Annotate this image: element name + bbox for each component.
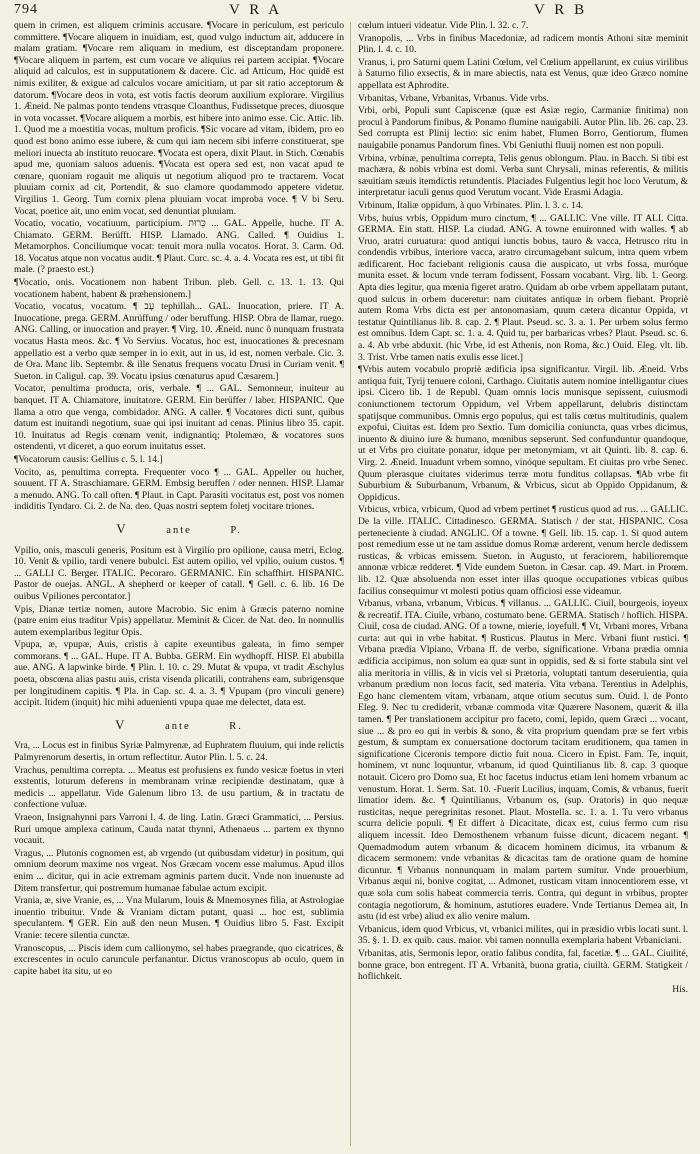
section-heading-v-ante-p: V ante P. [116, 520, 242, 536]
running-header [14, 2, 686, 22]
dictionary-entry: Vrania, æ, sive Vranie, es, ... Vna Mularum, Iouis & Mnemosynes filia, at Astrologiae inuentio tribuitur. Vnde & Vraniam dictam putant, quasi ... hoc est, sublimia speculantem. ¶ GER. Ein auß den neun Musen. ¶ Ouidius libro 5. Fast. Excipit Vranie: tecere silentia cunctæ. [14, 895, 344, 941]
dictionary-entry: Vrbanitas, atis, Sermonis lepor, oratio falibus condita, fal, facetiæ. ¶ ... GAL. Ciuilité, bonne grace, bon entregent. IT A. Vrbanità, buona gratia, ciuiltà. GERM. Statigkeit / hoflichkeit. [358, 947, 688, 983]
left-entries-top [14, 20, 344, 513]
dictionary-entry: Vraeon, Insignahynni pars Varroni l. 4. de ling. Latin. Græci Grammatici, ... Persius. Ruri umque amplexa catinum, Cauda natat thynni, Athenaeus ... partem ex thynno vocauit. [14, 812, 344, 847]
section-heading-v-ante-r: V ante R. [115, 716, 243, 732]
dictionary-entry: Vrbanitas, Vrbane, Vrbanitas, Vrbanus. Vide vrbs. [358, 92, 549, 104]
right-running-head: V R B [534, 2, 588, 18]
dictionary-entry: Vocator, penultima producta, oris, verbale. ¶ ... GAL. Semonneur, inuiteur au banquet. IT A. Chiamatore, inuitatore. GERM. Ein berüffer / laber. HISPANIC. Que llama a otro que venga, combidador. ANG. A caller. ¶ Vocatores dicti sunt, quibus datum est inuitandi negotium, suae qui ipsi inuitant ad cenas. Plinius libro 35. capit. 10. Inuitatus ad Regis cœnam venit, indignantiq; Ptolemæo, & vocatores suos ostendenti, vt diceret, a quo eorum inuitatus esset. [14, 383, 344, 453]
dictionary-entry: Vpilio, onis, masculi generis, Positum est à Virgilio pro opilione, causa metri, Eclog. 10. Venit & vpilio, tardi venere bubulci. Est autem opilio, vel vpilio, ouium custos. ¶ ... GALLI C. Berger. ITALIC. Pecoraro. GERMANIC. Ein schaffhirt. HISPANIC. Pastor de ouejas. ANGL. A shepherd or keeper of catall. ¶ Gell. c. 6. lib. 16 De ouibus Vpiliones percontator.] [14, 544, 344, 602]
dictionary-entry: Vrbi, orbi, Populi sunt Capiscenæ (quæ est Asiæ regio, Carmaniæ finitima) non procul à Pandorum finibus, & Ponamo flumine nauigabili. Autor Plin. lib. 26. cap. 23. Sed corrupta est Plinij lectio: sic enim habet, Flumen Borro, Gentiorum, flumen nauigabile ponamus Pandorum fines. Vbi Geniuthi fluuij nomen est non populi. [358, 105, 688, 151]
dictionary-entry: Vocito, as, penultima correpta. Frequenter voco ¶ ... GAL. Appeller ou hucher, souuent. IT A. Straschiamare. GERM. Embsig beruffen / oder nennen. HISP. Llamar a menudo. ANG. To call often. ¶ Plaut. in Capt. Parasiti vocitatus est, post vos nomen indiditis Tyndaro. Ci. 2. de Na. deo. Quas nostri septem foletj vocitare triones. [14, 466, 344, 513]
dictionary-entry: Vrbanus, vrbana, vrbanum, Vrbicus. ¶ villanus. ... GALLIC. Ciuil, bourgeois, ioyeux & recreatif. ITA. Ciuile, vrbano, costumato bene. GERMA. Statisch / hoflich. HISPA. Ciuil, cosa de ciudad. ANG. Of a towne, mierie, ioyefull. ¶ Vt, Vrbani mores, Vrbana curta: aut qui in vrbe habitat. ¶ Rusticus. Plautus in Merc. Vrbani fiunt rustici. ¶ Vrbana prædia Vlpiano, Vrbana ff. de verbo, significatione. Vrbana prædia omnia ædificia accipimus, non solum ea quæ sunt in oppidis, sed & si forte stabula sint vel alia meritoria in villis, & in vicis vel si Prætoria, voluptati tantum deseruientia, quia vrbanum prædium non locus facit, sed materia. Vita vrbana. Terentius in Adelphis, Ego hanc clementem vitam, vrbanam, atque otium secutus sum. Ouid. l. de Ponto Eleg. 9. Nec tu crediderit, vrbanæ commoda vitæ Quærere Nasonem, quærit & illa tamen. ¶ Per translationem accipitur pro faceto, comi, lepido, quem Græci ... vocant, siue ... & pro eo qui in verbis & sono, & vita proprium quendam præ se fert vrbis gestum, & sumptam ex conuersatione doctorum tacitam eruditionem, qua tamen in significatione Ciceronis tempore dictio fuit noua. Cicero in Epist. Fam. Te, inquit, hominem, vt nunc loquuntur, vrbanum, id quod Quintilianus lib. 8. cap. 3 quoque notauit. Cicero pro Domo sua, Et hoc facetus inductus etiam leni homem vrbanum ac venustum. Horat. 1. Serm. Sat. 10. -Fuerit Lucilius, inquam, Comis, & vrbanus, fuerit limatior idem. &c. ¶ Quintilianus, Vrbanum os, (sup. Oratoris) in quo nequæ rusticitas, neque peregrinitas resonet. Plaut. Mostella. sc. 1. a. 1. Tu vero vrbanus scurra delicie populi. ¶ Et differt à Dicacitate, dicax est, cuius fermo cum risu aliquem incessit. Ideo Demosthenem vrbanum fuisse dicunt, dicacem negant. ¶ Quemadmodum autem vrbanum & dicacem hominem dicimus, ita vrbanum & dicacem sermonem: vnde vrbanitas & dicacitas tam de oratione quam de homine dicuntur. ¶ Vrbanus nonnunquam in malam partem sumitur. Vnde prouerbium, Vrbanus æqui ni, bonive cogitat, ... Admonet, rusticam vitam innocentiorem esse, vt quæ sola cum solis habeat commercia terris. Contra, qui degunt in vrbibus, propter contagia negotiorum, & hominum, astutiores euadere. Vnde Tertianus Demea ait, In astu (id est vrbe) aliud ex alio venire malum. [358, 598, 688, 923]
dictionary-entry: Vrbs, huius vrbis, Oppidum muro cinctum, ¶ ... GALLIC. Vne ville. IT ALI. Citta. GERMA. Ein statt. HISP. La ciudad. ANG. A towne enuironned with walles. ¶ ab Vruo, aratri curuatura: quod antiqui iunctis bobus, tauro & vacca, Hetrusco ritu in condendis vrbibus, interiore vacca, aratro circumagebant sulcum, intra quem vrbem ædificarent. Hoc faciebant religionis causa die auspicato, ut vrbs fossa, muróque munita esset. & locum vnde terram fodissent, Fossam vocabant. Virg. lib. 1. Georg. Apta dies legitur, qua mœnia figeret aratro. Quidam ab orbe vrbem appellatam putant, quod sulcus in orbem duceretur: nam ciuitates antiquæ in orbem fiebant. Propriè autem Roma Vrbs dicta est per antonomasiam, quum cætera dicantur Oppida, vt testatur Quintilianus lib. 8. cap. 2. ¶ Plaut. Pseud. sc. 3. a. 1. Per urbem solus fermo est omnibus. Idem Capt. sc. 1. a. 4. Quid tu, per barbaricas vrbes? Plaut. Pseud. sc. 6. a. 4. Ab vrbe abduxit. (hic Vrbe, id est Athenis, non Roma, &c.) Ouid. Eleg. vlt. lib. 3. Trist. Vrbe tamen natis exulis esse licet.] [358, 212, 688, 363]
left-entries-middle [14, 545, 344, 709]
dictionary-entry: ¶Vrbis autem vocabulo propriè ædificia ipsa significantur. Virgil. lib. Æneid. Vrbs antiqua fuit, Tyrij tenuere coloni, Carthago. Ciuitatis autem nomine intelligantur ciues ipsi. Cicero lib. 1 de Republ. Quam omnis locis munisque sepissent, cuiusmodi coniunctionem tectorum Oppidum, vel Vrbem appellarunt, delubris distinctam spatijsque communibus. Omnis ergo populus, qui est talis cœtus multitudinis, qualem expofui, Ciuitas est. Idem pro Sextio. Tum domicilia coniuncta, quas vrbes dicimus, inuento & diuino iure & humano, mœnibus sepserunt. Sed confunduntur quandoque, ut et Vrbs pro ciuitate ponatur, idque per metonymiam, vt ait Quinti. lib. 8. cap. 6. Virg. 2. Æneid. Inuadunt vrbem somno, vinóque sepultam. Et ciuitas pro vrbe Senec. Quum plerasque ciuitates viderimus terræ motu funditus collapsas. ¶Ab vrbe fit Suburbium & Suburbanum, Vrbanum, & Vrbicus, sicut ab Oppido Oppidanum, & Oppidicus. [358, 364, 688, 503]
dictionary-entry: Vocatio, vocatus, vocatum. ¶ עֶב tephillah... GAL. Inuocation, priere. IT A. Inuocatione, prega. GERM. Anrüffung / oder beruffung. HISP. Obra de llamar, ruego. ANG. Calling, or inuocation and prayer. ¶ Virg. 10. Æneid. nunc ô nunquam frustrata vocatus Hasta meos. &c. ¶ Vo Servius. Vocatus, hoc est, inuocationes & precesnam appellatio est a verbo quæ semper in io exit, aut in us, id est, nomen verbale. Cic. 3. de Ora. Manc lib. Septembr. & ille Senatus frequens vocatu Drusi in Curiam venit. ¶ Sueton. in Caligul. cap. 39. Vocatu ipsius cœnaturus apud Cæsarem.] [14, 301, 344, 382]
left-column [14, 20, 344, 1148]
dictionary-entry: Vrbina, vrbinæ, penultima correpta, Telis genus oblongum. Plau. in Bacch. Si tibi est machæra, & nobis vrbina est domi. Verba sunt Chrysali, minas referentis, & militis sæuitiam sæuis itemdictis retundentis. Placiades Fulgentius legit hoc loco Verutum, & interpretatur iaculi genus quod Verutum vocant. Vide Erasmi Adagia. [358, 152, 688, 199]
catchword: His. [672, 983, 688, 995]
dictionary-entry: ¶Vocatio, onis. Vocationem non habent Tribun. pleb. Gell. c. 13. 1. 13. Qui vocationem habent, habent & præhensionem.] [14, 277, 344, 300]
dictionary-entry: Vrbinum, Italiæ oppidum, à quo Vrbinates. Plin. l. 3. c. 14. [358, 199, 584, 211]
left-entries-bottom [14, 740, 344, 977]
dictionary-entry: Vranoscopus, ... Piscis idem cum callionymo, sel habes praegrande, quo cicatrices, & excrescentes in oculo caruncule perfanantur. Dictus vranoscopus ab oculo, quem in capite habet ita situ, ut eo [14, 942, 344, 977]
dictionary-entry: Vrbanicus, idem quod Vrbicus, vt, vrbanici milites, qui in præsidio vrbis locati sunt. l. 35. §. 1. D. ex quib. caus. maior. vbi tamen nonnulla exemplaria habent Vrbaniciani. [358, 923, 688, 947]
dictionary-entry: Vragus, ... Plutonis cognomen est, ab vrgendo (ut quibusdam videtur) in positum, qui omnium deorum maxime nos vrgeat. Nos Græcam vocem esse malumus. Apud illos enim ... dicitur, qui in acie extremam agminis partem ducit. Vnde non inuenuste ad Ditem transfertur, qui postremum humanae fabulae actum excipit. [14, 847, 344, 894]
dictionary-entry: Vpis, Dianæ tertiæ nomen, autore Macrobio. Sic enim à Græcis paterno nomine (patre enim eius traditur Vpis) appellatur. Meminit & Cicer. de Nat. deo. In nonnullis autem exemplaribus legitur Opis. [14, 603, 344, 638]
dictionary-entry: Vra, ... Locus est in finibus Syriæ Palmyrenæ, ad Euphratem fluuium, qui inde relictis Palmyrenorum desertis, in ortum reflectitur. Autor Plin. l. 5. c. 24. [14, 740, 344, 764]
dictionary-entry: Vranopolis, ... Vrbs in finibus Macedoniæ, ad radicem montis Athoni sitæ meminit Plin. l. 4. c. 10. [358, 32, 688, 56]
page-number: 794 [14, 2, 38, 17]
column-divider [350, 22, 351, 1146]
dictionary-entry: Vocatio, vocatio, vocatiuum, participium. כְּרוּת ... GAL. Appelle, huche. IT A. Chiamato. GERM. Berüfft. HISP. Llamado. ANG. Called. ¶ Ouidius 1. Metamorphos. Conciliumque vocat: tenuit mora nulla vocatos. Horat. 3. Carm. Od. 18. Vocatus atque non vocatus audit. ¶ Plaut. Curc. sc. 4. a. 4. Vocata res est, ut tibi fit male. (? praesto est.) [14, 218, 344, 276]
dictionary-entry: Vrachus, penultima correpta. ... Meatus est profusiens ex fundo vesicæ foetus in vteri exstentis, loturum deferens in membranam vrinæ recipiendæ destinatam, quæ à medicis ... appellatur. Vide Galenum libro 13. de usu partium, & in tractatu de confectione vuluæ. [14, 764, 344, 811]
left-running-head: V R A [229, 2, 283, 18]
right-column [358, 20, 688, 1148]
dictionary-entry: cœlum intueri videatur. Vide Plin. l. 32. c. 7. [358, 20, 529, 31]
dictionary-entry: quem in crimen, est aliquem criminis accusare. ¶Vocare in periculum, est periculo committere. ¶Vocare aliquem in inuidiam, est, quod vulgo inductum ait, adducere in malam gratiam. ¶Vocare rem aliquam in medium, est disceptandam proponere. ¶Vocare aliquem in partem, est cum vocare ve aliquius rei partem accipiat. ¶Vocare aliquid ad calculos, est in supputationem & dacere. Cic. ad Atticum, Hoc quidē est nimis exiliter, & exigue ad calculos vocare amicitiam, ut par sit ratio acceptorum & datorum. ¶Vocare deos in vota, est votis factis deorum auxilium explorare. Virgilius 1. Æneid. Ne palmas ponto tendens vtrasque Cloanthus, Fudissetque preces, diuosque in vota vocasset. ¶Vocare aliquem a morbis, est hibere into animo esse. Cic. Attic. lib. 1. Quod me a moestitia vocas, multum proficis. ¶Sic vocare ad vitam, ibidem, pro eo quod est bono animo esse iubere, & cum qui iam necem sibi inferre constituerat, spe meliori inuecta ab instituto reuocare. ¶Vocata est opera, dixit Plaut. in Stich. Cœnabis apud me, quoniam saluos aduenis. ¶Vocata est opera sed est, non vacat apud te cœnare, quoniam rogauit me aliquis ut negotium aliquod pro te tractarem. Vocat pluuiam cornix ad cit, Portendit, & suo clamore quodammodo appetere videtur. Virgilius 1. Georg. Tum cornix plena pluuiam vocat improba voce. ¶ V bi Seru. Vocat, poetice ait, uno enim vocat, sed denuntiat pluuiam. [14, 20, 344, 217]
dictionary-entry: Vranus, i, pro Saturni quem Latini Cœlum, vel Cœlium appellarunt, ex cuius virilibus à Saturno filio exsectis, & in mare abiectis, nata est Venus, quæ ideo Græco nomine appellata est Aphrodite. [358, 56, 688, 91]
dictionary-entry: Vpupa, æ, vpupæ, Auis, cristis à capite exeuntibus galeata, in fimo semper commorans. ¶ ... GAL. Hupe. IT A. Bubba. GERM. Ein wydhopff. HISP. El abubilla aue. ANG. A lapwinke birde. ¶ Plin. l. 10. c. 29. Mutat & vpupa, vt tradit Æschylus poeta, obscœna alias pastu auis, crista visenda plicatili, contrahens eam, subrigensque per longitudinem capitis. ¶ Pla. in Cap. sc. 4. a. 3. ¶ Vpupam (pro vinculi genere) accipit. Itidem (inquit) hic mihi aduenienti vpupa quae me delectet, data est. [14, 639, 344, 709]
right-entries [358, 20, 688, 995]
dictionary-entry: ¶Vocatorum causis: Gellius c. 5. l. 14.] [14, 453, 163, 465]
dictionary-entry: Vrbicus, vrbica, vrbicum, Quod ad vrbem pertinet ¶ rusticus quod ad rus. ... GALLIC. De la ville. ITALIC. Cittadinesco. GERMA. Statisch / der stat. HISPANIC. Cosa perteneciente à ciudad. ANGLIC. Of a towne. ¶ Gell. lib. 15. cap. 1. Si quod autem post remedium esse ut ne tam assidue domus Romæ arderent, venum hercle dedissem rusticas, & vrbicas emissem. Sueton. in Augusto, ut feraciorem, habilioremque annonæ vrbicæ redderet. ¶ Vide eundem Sueton. in Cæsar. cap. 49. Mart. in Proœm. lib. 12. Quæ absoluenda non esset inter illas quoque occupationes vrbicas quibus facilius consequimur vt molesti potius quam officiosi esse videamur. [358, 504, 688, 597]
